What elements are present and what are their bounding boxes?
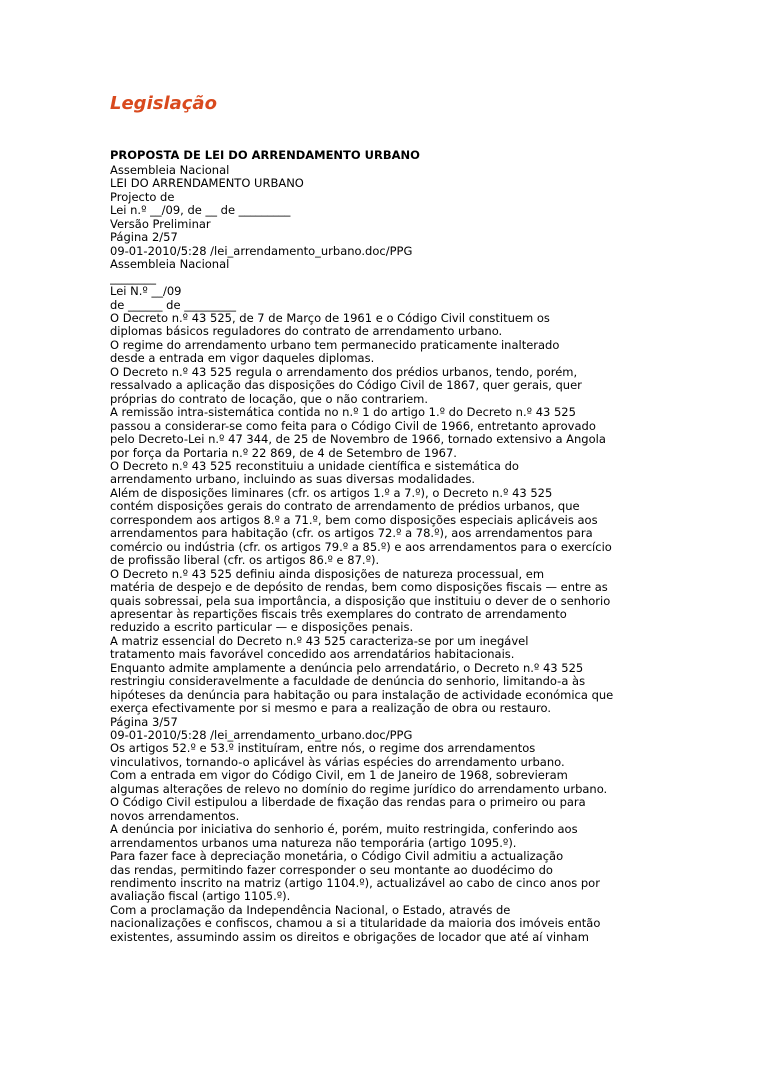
document-body	[110, 164, 640, 944]
text-line: A matriz essencial do Decreto n.º 43 525 caracteriza-se por um inegável	[110, 634, 529, 648]
text-line: tratamento mais favorável concedido aos arrendatários habitacionais.	[110, 648, 515, 662]
text-line: avaliação fiscal (artigo 1105.º).	[110, 890, 291, 904]
text-line: desde a entrada em vigor daqueles diplomas.	[110, 352, 375, 366]
text-line: A denúncia por iniciativa do senhorio é, porém, muito restringida, conferindo aos	[110, 823, 578, 837]
text-line: Com a entrada em vigor do Código Civil, em 1 de Janeiro de 1968, sobrevieram	[110, 769, 568, 783]
text-line: existentes, assumindo assim os direitos e obrigações de locador que até aí vinham	[110, 930, 589, 944]
document-page	[110, 92, 640, 944]
text-line: contém disposições gerais do contrato de arrendamento de prédios urbanos, que	[110, 500, 580, 514]
text-line: próprias do contrato de locação, que o não contrariem.	[110, 392, 429, 406]
text-line: de profissão liberal (cfr. os artigos 86.º e 87.º).	[110, 554, 380, 568]
text-line: diplomas básicos reguladores do contrato de arrendamento urbano.	[110, 325, 503, 339]
text-line: A remissão intra-sistemática contida no n.º 1 do artigo 1.º do Decreto n.º 43 525	[110, 406, 576, 420]
text-line: Com a proclamação da Independência Nacional, o Estado, através de	[110, 903, 511, 917]
text-line: arrendamentos para habitação (cfr. os artigos 72.º a 78.º), aos arrendamentos para	[110, 527, 593, 541]
text-line: exerça efectivamente por si mesmo e para a realização de obra ou restauro.	[110, 702, 551, 716]
text-line: 09-01-2010/5:28 /lei_arrendamento_urbano.doc/PPG	[110, 729, 413, 743]
document-title: PROPOSTA DE LEI DO ARRENDAMENTO URBANO	[110, 148, 420, 162]
text-line: O Decreto n.º 43 525 reconstituiu a unidade científica e sistemática do	[110, 459, 519, 473]
text-line: comércio ou indústria (cfr. os artigos 79.º a 85.º) e aos arrendamentos para o exercício	[110, 540, 612, 554]
text-line: O Decreto n.º 43 525, de 7 de Março de 1961 e o Código Civil constituem os	[110, 311, 550, 325]
text-line: passou a considerar-se como feita para o Código Civil de 1966, entretanto aprovado	[110, 419, 596, 433]
text-line: hipóteses da denúncia para habitação ou para instalação de actividade económica que	[110, 688, 614, 702]
text-line: vinculativos, tornando-o aplicável às várias espécies do arrendamento urbano.	[110, 755, 565, 769]
text-line: matéria de despejo e de depósito de rendas, bem como disposições fiscais — entre as	[110, 581, 608, 595]
text-line: algumas alterações de relevo no domínio do regime jurídico do arrendamento urbano.	[110, 782, 608, 796]
text-line: Enquanto admite amplamente a denúncia pelo arrendatário, o Decreto n.º 43 525	[110, 661, 584, 675]
text-line: Versão Preliminar	[110, 217, 211, 231]
text-line: Os artigos 52.º e 53.º instituíram, entre nós, o regime dos arrendamentos	[110, 742, 536, 756]
text-line: arrendamentos urbanos uma natureza não temporária (artigo 1095.º).	[110, 836, 517, 850]
text-line: novos arrendamentos.	[110, 809, 240, 823]
text-line: O regime do arrendamento urbano tem permanecido praticamente inalterado	[110, 338, 560, 352]
text-line: Assembleia Nacional	[110, 164, 230, 177]
text-line: ________	[110, 271, 156, 285]
text-line: Projecto de	[110, 190, 175, 204]
text-line: de ______ de _________	[110, 298, 236, 312]
text-line: O Decreto n.º 43 525 definiu ainda disposições de natureza processual, em	[110, 567, 545, 581]
text-line: por força da Portaria n.º 22 869, de 4 de Setembro de 1967.	[110, 446, 457, 460]
text-line: Lei N.º __/09	[110, 285, 182, 299]
text-line: Página 3/57	[110, 715, 178, 729]
text-line: LEI DO ARRENDAMENTO URBANO	[110, 177, 304, 191]
text-line: quais sobressai, pela sua importância, a disposição que instituiu o dever de o senhorio	[110, 594, 611, 608]
section-heading: Legislação	[110, 93, 217, 114]
text-line: restringiu consideravelmente a faculdade de denúncia do senhorio, limitando-a às	[110, 675, 586, 689]
text-line: nacionalizações e confiscos, chamou a si a titularidade da maioria dos imóveis então	[110, 917, 601, 931]
text-line: rendimento inscrito na matriz (artigo 1104.º), actualizável ao cabo de cinco anos por	[110, 877, 600, 891]
text-line: reduzido a escrito particular — e disposições penais.	[110, 621, 414, 635]
text-line: Para fazer face à depreciação monetária, o Código Civil admitiu a actualização	[110, 850, 564, 864]
text-line: Assembleia Nacional	[110, 258, 230, 272]
text-line: ressalvado a aplicação das disposições do Código Civil de 1867, quer gerais, quer	[110, 379, 582, 393]
text-line: O Código Civil estipulou a liberdade de fixação das rendas para o primeiro ou para	[110, 796, 586, 810]
text-line: O Decreto n.º 43 525 regula o arrendamento dos prédios urbanos, tendo, porém,	[110, 365, 578, 379]
text-line: apresentar às repartições fiscais três exemplares do contrato de arrendamento	[110, 607, 567, 621]
text-line: arrendamento urbano, incluindo as suas diversas modalidades.	[110, 473, 476, 487]
text-line: 09-01-2010/5:28 /lei_arrendamento_urbano.doc/PPG	[110, 244, 413, 258]
text-line: correspondem aos artigos 8.º a 71.º, bem como disposições especiais aplicáveis aos	[110, 513, 598, 527]
text-line: Página 2/57	[110, 231, 178, 245]
text-line: Além de disposições liminares (cfr. os artigos 1.º a 7.º), o Decreto n.º 43 525	[110, 486, 553, 500]
text-line: pelo Decreto-Lei n.º 47 344, de 25 de Novembro de 1966, tornado extensivo a Angola	[110, 433, 606, 447]
text-line: Lei n.º __/09, de __ de _________	[110, 204, 291, 218]
text-line: das rendas, permitindo fazer corresponder o seu montante ao duodécimo do	[110, 863, 553, 877]
